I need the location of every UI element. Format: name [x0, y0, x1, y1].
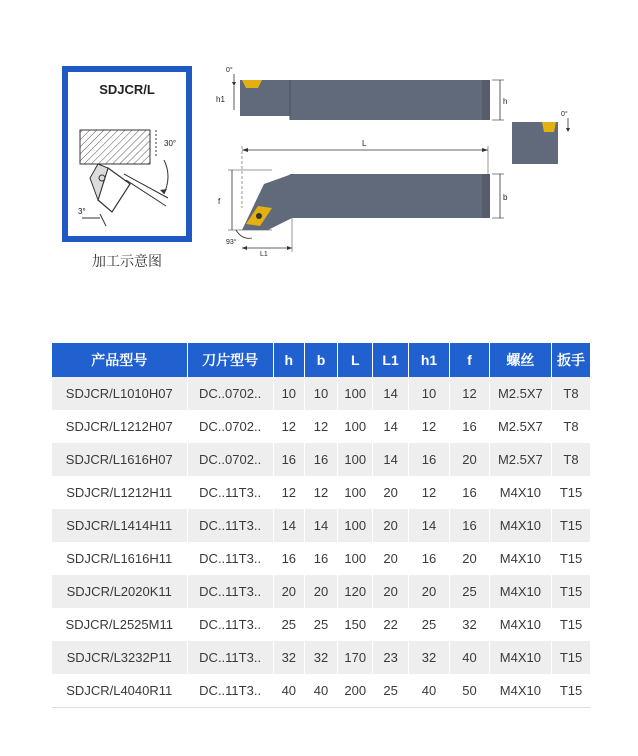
cell-L: 100	[338, 542, 373, 575]
table-row	[52, 575, 590, 608]
angle-3-label: 3°	[78, 207, 86, 216]
tool-dimension-drawing	[212, 58, 592, 258]
cell-h1: 12	[408, 476, 450, 509]
header-h1: h1	[408, 343, 450, 377]
label-h1: h1	[216, 95, 225, 104]
cell-screw: M4X10	[489, 542, 551, 575]
cell-f: 16	[450, 476, 489, 509]
cell-L1: 22	[373, 608, 408, 641]
cell-wrench: T15	[552, 641, 590, 674]
cell-f: 12	[450, 377, 489, 410]
cell-f: 25	[450, 575, 489, 608]
cell-L: 100	[338, 410, 373, 443]
cell-h: 16	[273, 542, 304, 575]
cell-insert-model: DC..11T3..	[187, 575, 273, 608]
cell-wrench: T15	[552, 476, 590, 509]
header-wrench: 扳手	[552, 343, 590, 377]
cell-b: 32	[304, 641, 337, 674]
table-row	[52, 641, 590, 674]
cell-h: 14	[273, 509, 304, 542]
cell-insert-model: DC..0702..	[187, 443, 273, 476]
panel-caption: 加工示意图	[92, 254, 162, 270]
cell-f: 50	[450, 674, 489, 707]
cell-h1: 16	[408, 443, 450, 476]
shank-top	[290, 80, 488, 120]
cell-product-model: SDJCR/L2525M11	[52, 608, 187, 641]
cell-h1: 16	[408, 542, 450, 575]
cell-b: 25	[304, 608, 337, 641]
cell-h: 40	[273, 674, 304, 707]
header-insert-model: 刀片型号	[187, 343, 273, 377]
cell-h: 32	[273, 641, 304, 674]
cell-insert-model: DC..11T3..	[187, 509, 273, 542]
angle-30-label: 30°	[164, 139, 177, 148]
header-product-model: 产品型号	[52, 343, 187, 377]
cell-insert-model: DC..11T3..	[187, 674, 273, 707]
cell-product-model: SDJCR/L3232P11	[52, 641, 187, 674]
cell-wrench: T8	[552, 410, 590, 443]
cell-f: 16	[450, 509, 489, 542]
cell-product-model: SDJCR/L1616H07	[52, 443, 187, 476]
cell-screw: M4X10	[489, 476, 551, 509]
cell-b: 20	[304, 575, 337, 608]
header-L: L	[338, 343, 373, 377]
label-93: 93°	[226, 239, 237, 246]
cell-wrench: T8	[552, 377, 590, 410]
table-row	[52, 674, 590, 707]
cell-L1: 23	[373, 641, 408, 674]
cell-b: 40	[304, 674, 337, 707]
cell-h1: 32	[408, 641, 450, 674]
cell-insert-model: DC..11T3..	[187, 542, 273, 575]
label-zero-top: 0°	[226, 67, 233, 74]
panel-title: SDJCR/L	[99, 82, 155, 97]
cell-wrench: T15	[552, 608, 590, 641]
cell-wrench: T15	[552, 575, 590, 608]
cell-product-model: SDJCR/L2020K11	[52, 575, 187, 608]
cell-f: 32	[450, 608, 489, 641]
cell-f: 40	[450, 641, 489, 674]
cell-screw: M4X10	[489, 641, 551, 674]
cell-h1: 40	[408, 674, 450, 707]
header-screw: 螺丝	[489, 343, 551, 377]
machining-schematic-icon	[68, 102, 186, 236]
cell-L1: 20	[373, 509, 408, 542]
shank-bottom	[290, 174, 488, 218]
cell-L1: 14	[373, 410, 408, 443]
spec-table	[52, 343, 590, 708]
cell-product-model: SDJCR/L1212H11	[52, 476, 187, 509]
cell-screw: M4X10	[489, 608, 551, 641]
table-row	[52, 608, 590, 641]
cell-wrench: T15	[552, 509, 590, 542]
label-h: h	[503, 97, 508, 106]
table-row	[52, 476, 590, 509]
cell-f: 20	[450, 443, 489, 476]
table-row	[52, 377, 590, 410]
cell-product-model: SDJCR/L4040R11	[52, 674, 187, 707]
cell-wrench: T15	[552, 674, 590, 707]
cell-screw: M4X10	[489, 674, 551, 707]
cell-f: 16	[450, 410, 489, 443]
header-h: h	[273, 343, 304, 377]
cell-insert-model: DC..11T3..	[187, 641, 273, 674]
table-row	[52, 443, 590, 476]
label-b: b	[503, 193, 508, 202]
table-row	[52, 542, 590, 575]
cell-b: 14	[304, 509, 337, 542]
cell-b: 12	[304, 476, 337, 509]
cell-h1: 10	[408, 377, 450, 410]
label-zero-end: 0°	[561, 111, 568, 118]
cell-L: 100	[338, 509, 373, 542]
cell-h1: 12	[408, 410, 450, 443]
cell-insert-model: DC..11T3..	[187, 476, 273, 509]
cell-insert-model: DC..0702..	[187, 410, 273, 443]
cell-f: 20	[450, 542, 489, 575]
cell-insert-model: DC..11T3..	[187, 608, 273, 641]
cell-h: 25	[273, 608, 304, 641]
cell-product-model: SDJCR/L1414H11	[52, 509, 187, 542]
cell-product-model: SDJCR/L1212H07	[52, 410, 187, 443]
cell-h: 16	[273, 443, 304, 476]
cell-L1: 20	[373, 476, 408, 509]
cell-L1: 20	[373, 575, 408, 608]
cell-L: 150	[338, 608, 373, 641]
machining-schematic-panel	[62, 66, 192, 242]
cell-h: 20	[273, 575, 304, 608]
cell-wrench: T8	[552, 443, 590, 476]
cell-L1: 25	[373, 674, 408, 707]
cell-product-model: SDJCR/L1010H07	[52, 377, 187, 410]
cell-screw: M4X10	[489, 575, 551, 608]
cell-h1: 25	[408, 608, 450, 641]
cell-h: 12	[273, 410, 304, 443]
cell-L1: 14	[373, 443, 408, 476]
cell-L: 100	[338, 443, 373, 476]
cell-screw: M4X10	[489, 509, 551, 542]
cell-screw: M2.5X7	[489, 443, 551, 476]
cell-L1: 14	[373, 377, 408, 410]
label-L: L	[362, 139, 367, 148]
label-f: f	[218, 197, 221, 206]
cell-L: 100	[338, 377, 373, 410]
header-L1: L1	[373, 343, 408, 377]
cell-L: 120	[338, 575, 373, 608]
cell-h1: 20	[408, 575, 450, 608]
cell-insert-model: DC..0702..	[187, 377, 273, 410]
cell-product-model: SDJCR/L1616H11	[52, 542, 187, 575]
cell-b: 12	[304, 410, 337, 443]
cell-b: 16	[304, 542, 337, 575]
cell-L: 200	[338, 674, 373, 707]
cell-b: 16	[304, 443, 337, 476]
cell-L: 100	[338, 476, 373, 509]
label-L1: L1	[260, 251, 268, 258]
cell-screw: M2.5X7	[489, 377, 551, 410]
table-row	[52, 410, 590, 443]
cell-wrench: T15	[552, 542, 590, 575]
cell-h: 10	[273, 377, 304, 410]
header-f: f	[450, 343, 489, 377]
cell-h1: 14	[408, 509, 450, 542]
cell-L: 170	[338, 641, 373, 674]
cell-h: 12	[273, 476, 304, 509]
table-row	[52, 509, 590, 542]
header-b: b	[304, 343, 337, 377]
cell-b: 10	[304, 377, 337, 410]
table-header-row	[52, 343, 590, 377]
cell-L1: 20	[373, 542, 408, 575]
cell-screw: M2.5X7	[489, 410, 551, 443]
